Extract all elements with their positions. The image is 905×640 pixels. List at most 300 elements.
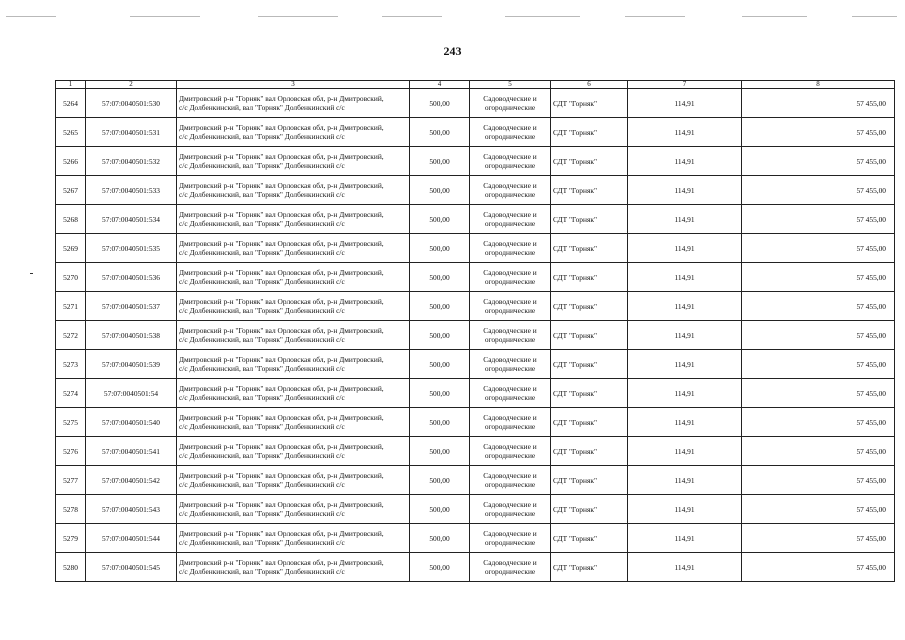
address-cell-line: с/с Долбенкинский, вал "Горняк" Долбенкинский с/с — [179, 335, 345, 344]
rate-cell-line: 114,91 — [674, 301, 695, 311]
row-number-cell-line: 5267 — [63, 185, 78, 195]
land-use-cell-line: огороднические — [484, 335, 536, 344]
address-cell-line: с/с Долбенкинский, вал "Горняк" Долбенкинский с/с — [179, 480, 345, 489]
address-cell — [177, 350, 410, 379]
land-use-cell — [470, 379, 551, 408]
row-number-cell — [56, 408, 86, 437]
column-number: 5 — [470, 81, 551, 89]
rate-cell-line: 114,91 — [674, 127, 695, 137]
row-number-cell-line: 5276 — [63, 446, 78, 456]
address-cell-line: Дмитровский р-н "Горняк" вал Орловская обл, р-н Дмитровский, — [179, 181, 384, 190]
area-cell-line: 500,00 — [429, 243, 450, 253]
rate-cell-line: 114,91 — [674, 98, 695, 108]
cadastral-number-cell — [86, 147, 177, 176]
table-row — [56, 379, 895, 408]
address-cell — [177, 234, 410, 263]
owner-cell-line: СДТ "Горняк" — [553, 417, 597, 427]
cadastral-number-cell — [86, 205, 177, 234]
area-cell — [410, 176, 470, 205]
row-number-cell — [56, 379, 86, 408]
address-cell-line: Дмитровский р-н "Горняк" вал Орловская обл, р-н Дмитровский, — [179, 94, 384, 103]
area-cell-line: 500,00 — [429, 533, 450, 543]
rate-cell — [628, 524, 742, 553]
rate-cell — [628, 350, 742, 379]
land-use-cell-line: огороднические — [484, 306, 536, 315]
area-cell-line: 500,00 — [429, 301, 450, 311]
address-cell — [177, 495, 410, 524]
row-number-cell — [56, 553, 86, 582]
land-use-cell-line: Садоводческие и — [483, 123, 537, 132]
owner-cell-line: СДТ "Горняк" — [553, 533, 597, 543]
table-row — [56, 292, 895, 321]
rate-cell-line: 114,91 — [674, 330, 695, 340]
owner-cell — [551, 408, 628, 437]
owner-cell — [551, 234, 628, 263]
area-cell — [410, 321, 470, 350]
owner-cell — [551, 321, 628, 350]
land-use-cell-line: Садоводческие и — [483, 297, 537, 306]
cadastral-value-cell — [742, 263, 895, 292]
scan-artifact — [30, 273, 33, 274]
row-number-cell-line: 5273 — [63, 359, 78, 369]
land-use-cell-line: Садоводческие и — [483, 181, 537, 190]
owner-cell-line: СДТ "Горняк" — [553, 214, 597, 224]
land-use-cell — [470, 118, 551, 147]
rate-cell-line: 114,91 — [674, 388, 695, 398]
cadastral-number-cell-line: 57:07:0040501:541 — [102, 446, 160, 456]
row-number-cell-line: 5271 — [63, 301, 78, 311]
area-cell-line: 500,00 — [429, 446, 450, 456]
cadastral-value-cell-line: 57 455,00 — [856, 185, 886, 195]
address-cell-line: Дмитровский р-н "Горняк" вал Орловская обл, р-н Дмитровский, — [179, 355, 384, 364]
land-use-cell — [470, 437, 551, 466]
row-number-cell — [56, 524, 86, 553]
cadastral-number-cell — [86, 292, 177, 321]
address-cell-line: Дмитровский р-н "Горняк" вал Орловская обл, р-н Дмитровский, — [179, 297, 384, 306]
cadastral-number-cell-line: 57:07:0040501:538 — [102, 330, 160, 340]
owner-cell — [551, 466, 628, 495]
land-use-cell-line: Садоводческие и — [483, 413, 537, 422]
address-cell-line: Дмитровский р-н "Горняк" вал Орловская обл, р-н Дмитровский, — [179, 500, 384, 509]
address-cell — [177, 89, 410, 118]
cadastral-value-cell-line: 57 455,00 — [856, 417, 886, 427]
land-use-cell — [470, 408, 551, 437]
land-use-cell-line: Садоводческие и — [483, 384, 537, 393]
cadastral-value-cell-line: 57 455,00 — [856, 214, 886, 224]
rate-cell-line: 114,91 — [674, 417, 695, 427]
land-use-cell-line: Садоводческие и — [483, 471, 537, 480]
table-row — [56, 176, 895, 205]
land-use-cell-line: Садоводческие и — [483, 442, 537, 451]
land-use-cell — [470, 495, 551, 524]
table-row — [56, 263, 895, 292]
address-cell-line: Дмитровский р-н "Горняк" вал Орловская обл, р-н Дмитровский, — [179, 442, 384, 451]
area-cell-line: 500,00 — [429, 388, 450, 398]
owner-cell-line: СДТ "Горняк" — [553, 243, 597, 253]
address-cell-line: Дмитровский р-н "Горняк" вал Орловская обл, р-н Дмитровский, — [179, 326, 384, 335]
land-use-cell-line: огороднические — [484, 161, 536, 170]
cadastral-value-cell — [742, 205, 895, 234]
land-use-cell-line: огороднические — [484, 190, 536, 199]
cadastral-value-cell — [742, 553, 895, 582]
rate-cell — [628, 495, 742, 524]
cadastral-number-cell-line: 57:07:0040501:536 — [102, 272, 160, 282]
land-use-cell — [470, 321, 551, 350]
table-row — [56, 350, 895, 379]
address-cell-line: Дмитровский р-н "Горняк" вал Орловская обл, р-н Дмитровский, — [179, 152, 384, 161]
column-number: 7 — [628, 81, 742, 89]
area-cell — [410, 118, 470, 147]
owner-cell-line: СДТ "Горняк" — [553, 156, 597, 166]
row-number-cell — [56, 147, 86, 176]
address-cell-line: с/с Долбенкинский, вал "Горняк" Долбенкинский с/с — [179, 161, 345, 170]
area-cell — [410, 205, 470, 234]
area-cell — [410, 292, 470, 321]
cadastral-number-cell — [86, 437, 177, 466]
row-number-cell — [56, 205, 86, 234]
row-number-cell-line: 5270 — [63, 272, 78, 282]
rate-cell-line: 114,91 — [674, 214, 695, 224]
row-number-cell — [56, 89, 86, 118]
cadastral-number-cell-line: 57:07:0040501:54 — [103, 388, 159, 398]
rate-cell-line: 114,91 — [674, 562, 695, 572]
row-number-cell-line: 5268 — [63, 214, 78, 224]
owner-cell-line: СДТ "Горняк" — [553, 127, 597, 137]
cadastral-number-cell — [86, 118, 177, 147]
address-cell-line: с/с Долбенкинский, вал "Горняк" Долбенкинский с/с — [179, 422, 345, 431]
land-use-cell-line: огороднические — [484, 219, 536, 228]
cadastral-number-cell — [86, 553, 177, 582]
address-cell — [177, 321, 410, 350]
cadastral-value-cell-line: 57 455,00 — [856, 533, 886, 543]
owner-cell — [551, 350, 628, 379]
row-number-cell-line: 5266 — [63, 156, 78, 166]
owner-cell — [551, 176, 628, 205]
land-use-cell — [470, 89, 551, 118]
cadastral-value-cell-line: 57 455,00 — [856, 504, 886, 514]
cadastral-number-cell — [86, 350, 177, 379]
cadastral-value-cell — [742, 495, 895, 524]
rate-cell — [628, 321, 742, 350]
cadastral-value-cell-line: 57 455,00 — [856, 98, 886, 108]
land-use-cell — [470, 176, 551, 205]
cadastral-value-cell — [742, 292, 895, 321]
column-number: 6 — [551, 81, 628, 89]
address-cell-line: с/с Долбенкинский, вал "Горняк" Долбенкинский с/с — [179, 451, 345, 460]
table-row — [56, 437, 895, 466]
table-row — [56, 89, 895, 118]
area-cell — [410, 408, 470, 437]
rate-cell-line: 114,91 — [674, 504, 695, 514]
address-cell-line: с/с Долбенкинский, вал "Горняк" Долбенкинский с/с — [179, 364, 345, 373]
cadastral-value-cell-line: 57 455,00 — [856, 388, 886, 398]
column-number-row — [56, 81, 895, 89]
cadastral-value-cell — [742, 408, 895, 437]
land-use-cell-line: Садоводческие и — [483, 355, 537, 364]
row-number-cell — [56, 176, 86, 205]
address-cell — [177, 176, 410, 205]
address-cell-line: с/с Долбенкинский, вал "Горняк" Долбенкинский с/с — [179, 277, 345, 286]
land-use-cell-line: Садоводческие и — [483, 500, 537, 509]
owner-cell-line: СДТ "Горняк" — [553, 98, 597, 108]
address-cell-line: с/с Долбенкинский, вал "Горняк" Долбенкинский с/с — [179, 393, 345, 402]
owner-cell — [551, 263, 628, 292]
cadastral-value-cell-line: 57 455,00 — [856, 446, 886, 456]
area-cell — [410, 147, 470, 176]
cadastral-value-cell — [742, 147, 895, 176]
cadastral-number-cell — [86, 321, 177, 350]
column-number: 1 — [56, 81, 86, 89]
owner-cell-line: СДТ "Горняк" — [553, 359, 597, 369]
rate-cell — [628, 118, 742, 147]
area-cell-line: 500,00 — [429, 504, 450, 514]
cadastral-value-cell-line: 57 455,00 — [856, 475, 886, 485]
cadastral-value-cell — [742, 234, 895, 263]
address-cell — [177, 524, 410, 553]
table-row — [56, 147, 895, 176]
area-cell-line: 500,00 — [429, 359, 450, 369]
land-use-cell-line: Садоводческие и — [483, 239, 537, 248]
cadastral-number-cell-line: 57:07:0040501:545 — [102, 562, 160, 572]
cadastral-value-cell — [742, 466, 895, 495]
cadastral-value-cell — [742, 89, 895, 118]
land-use-cell-line: Садоводческие и — [483, 94, 537, 103]
address-cell-line: с/с Долбенкинский, вал "Горняк" Долбенкинский с/с — [179, 190, 345, 199]
owner-cell — [551, 292, 628, 321]
cadastral-number-cell-line: 57:07:0040501:530 — [102, 98, 160, 108]
owner-cell-line: СДТ "Горняк" — [553, 562, 597, 572]
rate-cell — [628, 437, 742, 466]
owner-cell — [551, 553, 628, 582]
land-use-cell — [470, 205, 551, 234]
row-number-cell-line: 5272 — [63, 330, 78, 340]
row-number-cell — [56, 495, 86, 524]
cadastral-value-cell-line: 57 455,00 — [856, 330, 886, 340]
area-cell — [410, 89, 470, 118]
address-cell-line: с/с Долбенкинский, вал "Горняк" Долбенкинский с/с — [179, 103, 345, 112]
rate-cell — [628, 408, 742, 437]
address-cell — [177, 437, 410, 466]
rate-cell — [628, 234, 742, 263]
area-cell-line: 500,00 — [429, 98, 450, 108]
land-use-cell-line: огороднические — [484, 393, 536, 402]
area-cell — [410, 495, 470, 524]
owner-cell-line: СДТ "Горняк" — [553, 185, 597, 195]
row-number-cell — [56, 321, 86, 350]
row-number-cell-line: 5279 — [63, 533, 78, 543]
rate-cell-line: 114,91 — [674, 243, 695, 253]
owner-cell-line: СДТ "Горняк" — [553, 446, 597, 456]
land-use-cell-line: Садоводческие и — [483, 268, 537, 277]
owner-cell — [551, 495, 628, 524]
land-use-cell — [470, 234, 551, 263]
address-cell-line: Дмитровский р-н "Горняк" вал Орловская обл, р-н Дмитровский, — [179, 210, 384, 219]
cadastral-number-cell — [86, 234, 177, 263]
address-cell-line: с/с Долбенкинский, вал "Горняк" Долбенкинский с/с — [179, 567, 345, 576]
land-use-cell-line: огороднические — [484, 480, 536, 489]
address-cell — [177, 205, 410, 234]
table-row — [56, 408, 895, 437]
land-use-cell-line: огороднические — [484, 364, 536, 373]
land-use-cell-line: Садоводческие и — [483, 326, 537, 335]
table-row — [56, 321, 895, 350]
cadastral-value-cell — [742, 437, 895, 466]
area-cell-line: 500,00 — [429, 475, 450, 485]
land-use-cell-line: огороднические — [484, 538, 536, 547]
owner-cell — [551, 379, 628, 408]
cadastral-value-cell — [742, 350, 895, 379]
area-cell-line: 500,00 — [429, 272, 450, 282]
row-number-cell-line: 5275 — [63, 417, 78, 427]
land-use-cell-line: огороднические — [484, 509, 536, 518]
cadastral-number-cell-line: 57:07:0040501:542 — [102, 475, 160, 485]
cadastral-number-cell — [86, 466, 177, 495]
land-use-cell-line: огороднические — [484, 451, 536, 460]
row-number-cell — [56, 118, 86, 147]
table-row — [56, 118, 895, 147]
cadastral-value-cell-line: 57 455,00 — [856, 243, 886, 253]
cadastral-value-cell — [742, 321, 895, 350]
cadastral-value-cell — [742, 118, 895, 147]
owner-cell-line: СДТ "Горняк" — [553, 504, 597, 514]
table-row — [56, 205, 895, 234]
row-number-cell — [56, 292, 86, 321]
cadastral-number-cell-line: 57:07:0040501:537 — [102, 301, 160, 311]
owner-cell-line: СДТ "Горняк" — [553, 388, 597, 398]
land-use-cell-line: Садоводческие и — [483, 210, 537, 219]
address-cell-line: Дмитровский р-н "Горняк" вал Орловская обл, р-н Дмитровский, — [179, 413, 384, 422]
owner-cell-line: СДТ "Горняк" — [553, 301, 597, 311]
area-cell-line: 500,00 — [429, 417, 450, 427]
rate-cell — [628, 147, 742, 176]
owner-cell — [551, 437, 628, 466]
cadastral-number-cell-line: 57:07:0040501:543 — [102, 504, 160, 514]
land-use-cell-line: огороднические — [484, 248, 536, 257]
rate-cell — [628, 466, 742, 495]
rate-cell-line: 114,91 — [674, 359, 695, 369]
rate-cell — [628, 379, 742, 408]
address-cell — [177, 263, 410, 292]
row-number-cell — [56, 466, 86, 495]
column-number: 4 — [410, 81, 470, 89]
address-cell — [177, 553, 410, 582]
address-cell-line: с/с Долбенкинский, вал "Горняк" Долбенкинский с/с — [179, 248, 345, 257]
cadastral-value-cell — [742, 176, 895, 205]
address-cell-line: с/с Долбенкинский, вал "Горняк" Долбенкинский с/с — [179, 509, 345, 518]
cadastral-number-cell — [86, 176, 177, 205]
rate-cell-line: 114,91 — [674, 185, 695, 195]
rate-cell — [628, 205, 742, 234]
cadastral-number-cell — [86, 263, 177, 292]
cadastral-number-cell-line: 57:07:0040501:532 — [102, 156, 160, 166]
row-number-cell — [56, 234, 86, 263]
cadastral-number-cell — [86, 89, 177, 118]
rate-cell-line: 114,91 — [674, 533, 695, 543]
column-number: 8 — [742, 81, 895, 89]
area-cell — [410, 466, 470, 495]
column-number: 2 — [86, 81, 177, 89]
cadastral-number-cell — [86, 495, 177, 524]
area-cell-line: 500,00 — [429, 156, 450, 166]
area-cell — [410, 350, 470, 379]
address-cell-line: Дмитровский р-н "Горняк" вал Орловская обл, р-н Дмитровский, — [179, 558, 384, 567]
owner-cell-line: СДТ "Горняк" — [553, 475, 597, 485]
area-cell — [410, 234, 470, 263]
land-use-cell-line: огороднические — [484, 422, 536, 431]
address-cell-line: с/с Долбенкинский, вал "Горняк" Долбенкинский с/с — [179, 538, 345, 547]
cadastral-value-cell-line: 57 455,00 — [856, 301, 886, 311]
row-number-cell — [56, 437, 86, 466]
row-number-cell — [56, 350, 86, 379]
rate-cell — [628, 263, 742, 292]
cadastral-number-cell-line: 57:07:0040501:531 — [102, 127, 160, 137]
land-use-cell-line: огороднические — [484, 103, 536, 112]
row-number-cell-line: 5264 — [63, 98, 78, 108]
area-cell-line: 500,00 — [429, 330, 450, 340]
owner-cell — [551, 205, 628, 234]
address-cell-line: с/с Долбенкинский, вал "Горняк" Долбенкинский с/с — [179, 219, 345, 228]
row-number-cell-line: 5265 — [63, 127, 78, 137]
area-cell — [410, 379, 470, 408]
rate-cell-line: 114,91 — [674, 475, 695, 485]
row-number-cell-line: 5269 — [63, 243, 78, 253]
address-cell-line: Дмитровский р-н "Горняк" вал Орловская обл, р-н Дмитровский, — [179, 239, 384, 248]
cadastral-value-cell-line: 57 455,00 — [856, 359, 886, 369]
table-row — [56, 234, 895, 263]
rate-cell — [628, 176, 742, 205]
cadastral-value-cell — [742, 379, 895, 408]
address-cell — [177, 466, 410, 495]
land-use-cell — [470, 147, 551, 176]
land-use-cell — [470, 292, 551, 321]
cadastral-number-cell-line: 57:07:0040501:540 — [102, 417, 160, 427]
rate-cell — [628, 89, 742, 118]
address-cell-line: Дмитровский р-н "Горняк" вал Орловская обл, р-н Дмитровский, — [179, 123, 384, 132]
cadastral-number-cell-line: 57:07:0040501:539 — [102, 359, 160, 369]
cadastral-value-cell-line: 57 455,00 — [856, 156, 886, 166]
address-cell — [177, 118, 410, 147]
rate-cell-line: 114,91 — [674, 156, 695, 166]
land-use-cell — [470, 524, 551, 553]
cadastral-number-cell — [86, 379, 177, 408]
address-cell — [177, 292, 410, 321]
row-number-cell — [56, 263, 86, 292]
address-cell — [177, 147, 410, 176]
cadastral-number-cell — [86, 408, 177, 437]
land-use-cell-line: огороднические — [484, 132, 536, 141]
rate-cell — [628, 292, 742, 321]
cadastral-value-cell-line: 57 455,00 — [856, 562, 886, 572]
land-use-cell-line: Садоводческие и — [483, 529, 537, 538]
area-cell-line: 500,00 — [429, 127, 450, 137]
area-cell — [410, 263, 470, 292]
page-number: 243 — [443, 44, 462, 58]
area-cell — [410, 524, 470, 553]
row-number-cell-line: 5278 — [63, 504, 78, 514]
row-number-cell-line: 5280 — [63, 562, 78, 572]
address-cell-line: Дмитровский р-н "Горняк" вал Орловская обл, р-н Дмитровский, — [179, 529, 384, 538]
land-register-table — [55, 80, 895, 582]
cadastral-number-cell-line: 57:07:0040501:533 — [102, 185, 160, 195]
land-use-cell-line: огороднические — [484, 277, 536, 286]
land-use-cell-line: Садоводческие и — [483, 558, 537, 567]
rate-cell — [628, 553, 742, 582]
land-use-cell — [470, 263, 551, 292]
cadastral-number-cell-line: 57:07:0040501:544 — [102, 533, 160, 543]
cadastral-number-cell-line: 57:07:0040501:535 — [102, 243, 160, 253]
land-use-cell — [470, 553, 551, 582]
cadastral-value-cell-line: 57 455,00 — [856, 127, 886, 137]
